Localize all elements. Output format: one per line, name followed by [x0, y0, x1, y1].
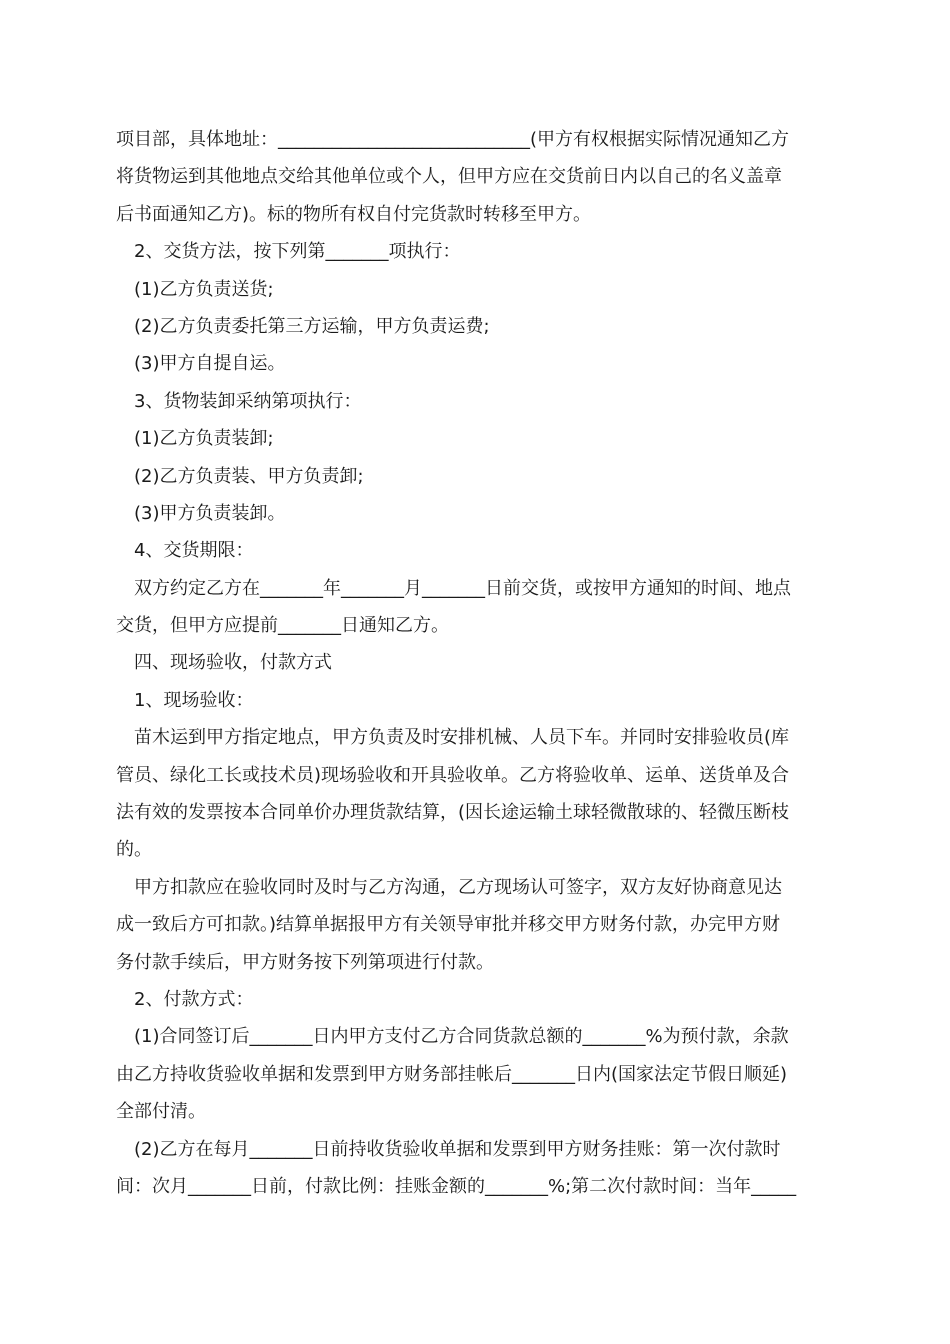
- text-line: 务付款手续后，甲方财务按下列第项进行付款。: [116, 951, 494, 973]
- text-line: 的。: [116, 839, 152, 861]
- text-line: 苗木运到甲方指定地点，甲方负责及时安排机械、人员下车。并同时安排验收员(库: [134, 727, 790, 749]
- text-line: 1、现场验收：: [134, 689, 254, 711]
- text-line: (1)乙方负责送货;: [134, 278, 274, 300]
- text-line: 全部付清。: [116, 1101, 206, 1123]
- text-line: 法有效的发票按本合同单价办理货款结算，(因长途运输土球轻微散球的、轻微压断枝: [116, 802, 790, 824]
- text-line: 4、交货期限：: [134, 540, 254, 562]
- text-line: 间：次月_______日前，付款比例：挂账金额的_______%;第二次付款时间：当年_____: [116, 1175, 797, 1197]
- text-line: (2)乙方在每月_______日前持收货验收单据和发票到甲方财务挂账：第一次付款时: [134, 1138, 781, 1160]
- text-line: 四、现场验收，付款方式: [134, 652, 332, 674]
- text-line: 成一致后方可扣款。)结算单据报甲方有关领导审批并移交甲方财务付款，办完甲方财: [116, 914, 781, 936]
- text-line: 后书面通知乙方)。标的物所有权自付完货款时转移至甲方。: [116, 203, 592, 225]
- text-line: (1)乙方负责装卸;: [134, 428, 274, 450]
- text-line: 管员、绿化工长或技术员)现场验收和开具验收单。乙方将验收单、运单、送货单及合: [116, 764, 790, 786]
- text-line: 3、货物装卸采纳第项执行：: [134, 390, 362, 412]
- text-line: (3)甲方自提自运。: [134, 353, 286, 375]
- text-line: 2、付款方式：: [134, 988, 254, 1010]
- contract-body-text: [116, 121, 836, 1205]
- text-line: 项目部，具体地址：____________________________(甲方有权根据实际情况通知乙方: [116, 129, 790, 150]
- text-line: (3)甲方负责装卸。: [134, 502, 286, 524]
- text-line: 由乙方持收货验收单据和发票到甲方财务部挂帐后_______日内(国家法定节假日顺延): [116, 1063, 788, 1085]
- text-line: 甲方扣款应在验收同时及时与乙方沟通，乙方现场认可签字，双方友好协商意见达: [134, 876, 782, 898]
- text-line: (1)合同签订后_______日内甲方支付乙方合同货款总额的_______%为预付款，余款: [134, 1026, 789, 1048]
- text-line: 双方约定乙方在_______年_______月_______日前交货，或按甲方通知的时间、地点: [134, 577, 791, 599]
- text-line: (2)乙方负责委托第三方运输，甲方负责运费;: [134, 315, 490, 337]
- text-line: 将货物运到其他地点交给其他单位或个人，但甲方应在交货前日内以自己的名义盖章: [116, 166, 782, 188]
- text-line: 2、交货方法，按下列第_______项执行：: [134, 241, 461, 263]
- text-line: (2)乙方负责装、甲方负责卸;: [134, 465, 364, 487]
- text-line: 交货，但甲方应提前_______日通知乙方。: [116, 615, 449, 637]
